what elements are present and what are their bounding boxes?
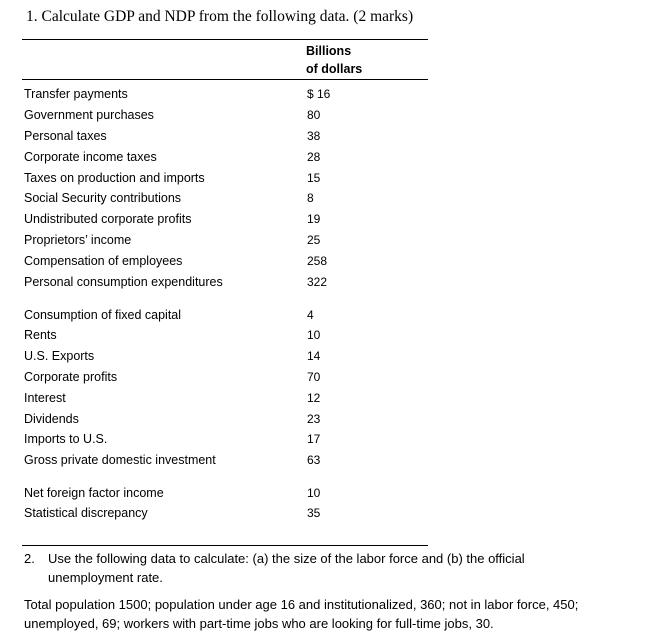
table-row-value: 70 — [307, 370, 321, 384]
table-row-label: Gross private domestic investment — [24, 453, 216, 467]
table-top-rule — [22, 39, 428, 40]
table-row-value: 17 — [307, 432, 321, 446]
table-row-label: Undistributed corporate profits — [24, 212, 192, 226]
table-row-label: Corporate income taxes — [24, 150, 157, 164]
table-row-label: Corporate profits — [24, 370, 118, 384]
table-row-label: Proprietors’ income — [24, 233, 132, 247]
table-row-value: 25 — [307, 233, 321, 247]
table-row-label: Net foreign factor income — [24, 486, 164, 500]
table-row-label: Personal consumption expenditures — [24, 275, 223, 289]
table-row-value: 258 — [307, 254, 328, 268]
table-row-label: Taxes on production and imports — [24, 171, 205, 185]
table-row-label: Personal taxes — [24, 129, 107, 143]
table-row-value: 80 — [307, 108, 321, 122]
table-row-value: 35 — [307, 506, 321, 520]
question-2-data-paragraph: Total population 1500; population under age 16 and institutionalized, 360; not in labor force, 450; unemployed, 69; workers with part-time jobs who are looking for full-time jobs, 30. — [24, 597, 579, 631]
column-header-billions: Billions — [306, 44, 352, 58]
table-row-label: Statistical discrepancy — [24, 506, 148, 520]
table-bottom-rule — [22, 545, 428, 546]
question-1-title: 1. Calculate GDP and NDP from the following data. (2 marks) — [26, 8, 414, 25]
question-2-text-line1: Use the following data to calculate: (a) the size of the labor force and (b) the official — [48, 551, 525, 566]
table-row-value: 12 — [307, 391, 321, 405]
table-row-label: Rents — [24, 328, 57, 342]
table-row-label: Compensation of employees — [24, 254, 183, 268]
table-row-value: 28 — [307, 150, 321, 164]
table-row-value: 14 — [307, 349, 321, 363]
table-row-label: Consumption of fixed capital — [24, 308, 182, 322]
table-header-rule — [22, 79, 428, 80]
table-row-value: 10 — [307, 486, 321, 500]
table-row-value: 4 — [307, 308, 314, 322]
table-row-value: 19 — [307, 212, 321, 226]
table-row-label: Social Security contributions — [24, 191, 182, 205]
table-row-value: 23 — [307, 412, 321, 426]
question-2-number: 2. — [24, 551, 35, 566]
question-2-text-line2: unemployment rate. — [48, 570, 163, 585]
table-row-label: Imports to U.S. — [24, 432, 108, 446]
table-row-value: 322 — [307, 275, 328, 289]
table-row-label: U.S. Exports — [24, 349, 95, 363]
table-row-label: Transfer payments — [24, 87, 128, 101]
column-header-of-dollars: of dollars — [306, 62, 363, 76]
table-row-label: Dividends — [24, 412, 79, 426]
question-2 — [24, 549, 627, 587]
table-row-value: 8 — [307, 191, 314, 205]
table-row-label: Government purchases — [24, 108, 154, 122]
table-row-value: $ 16 — [307, 87, 331, 101]
table-row-value: 63 — [307, 453, 321, 467]
table-row-value: 10 — [307, 328, 321, 342]
table-row-label: Interest — [24, 391, 66, 405]
table-row-value: 15 — [307, 171, 321, 185]
table-row-value: 38 — [307, 129, 321, 143]
